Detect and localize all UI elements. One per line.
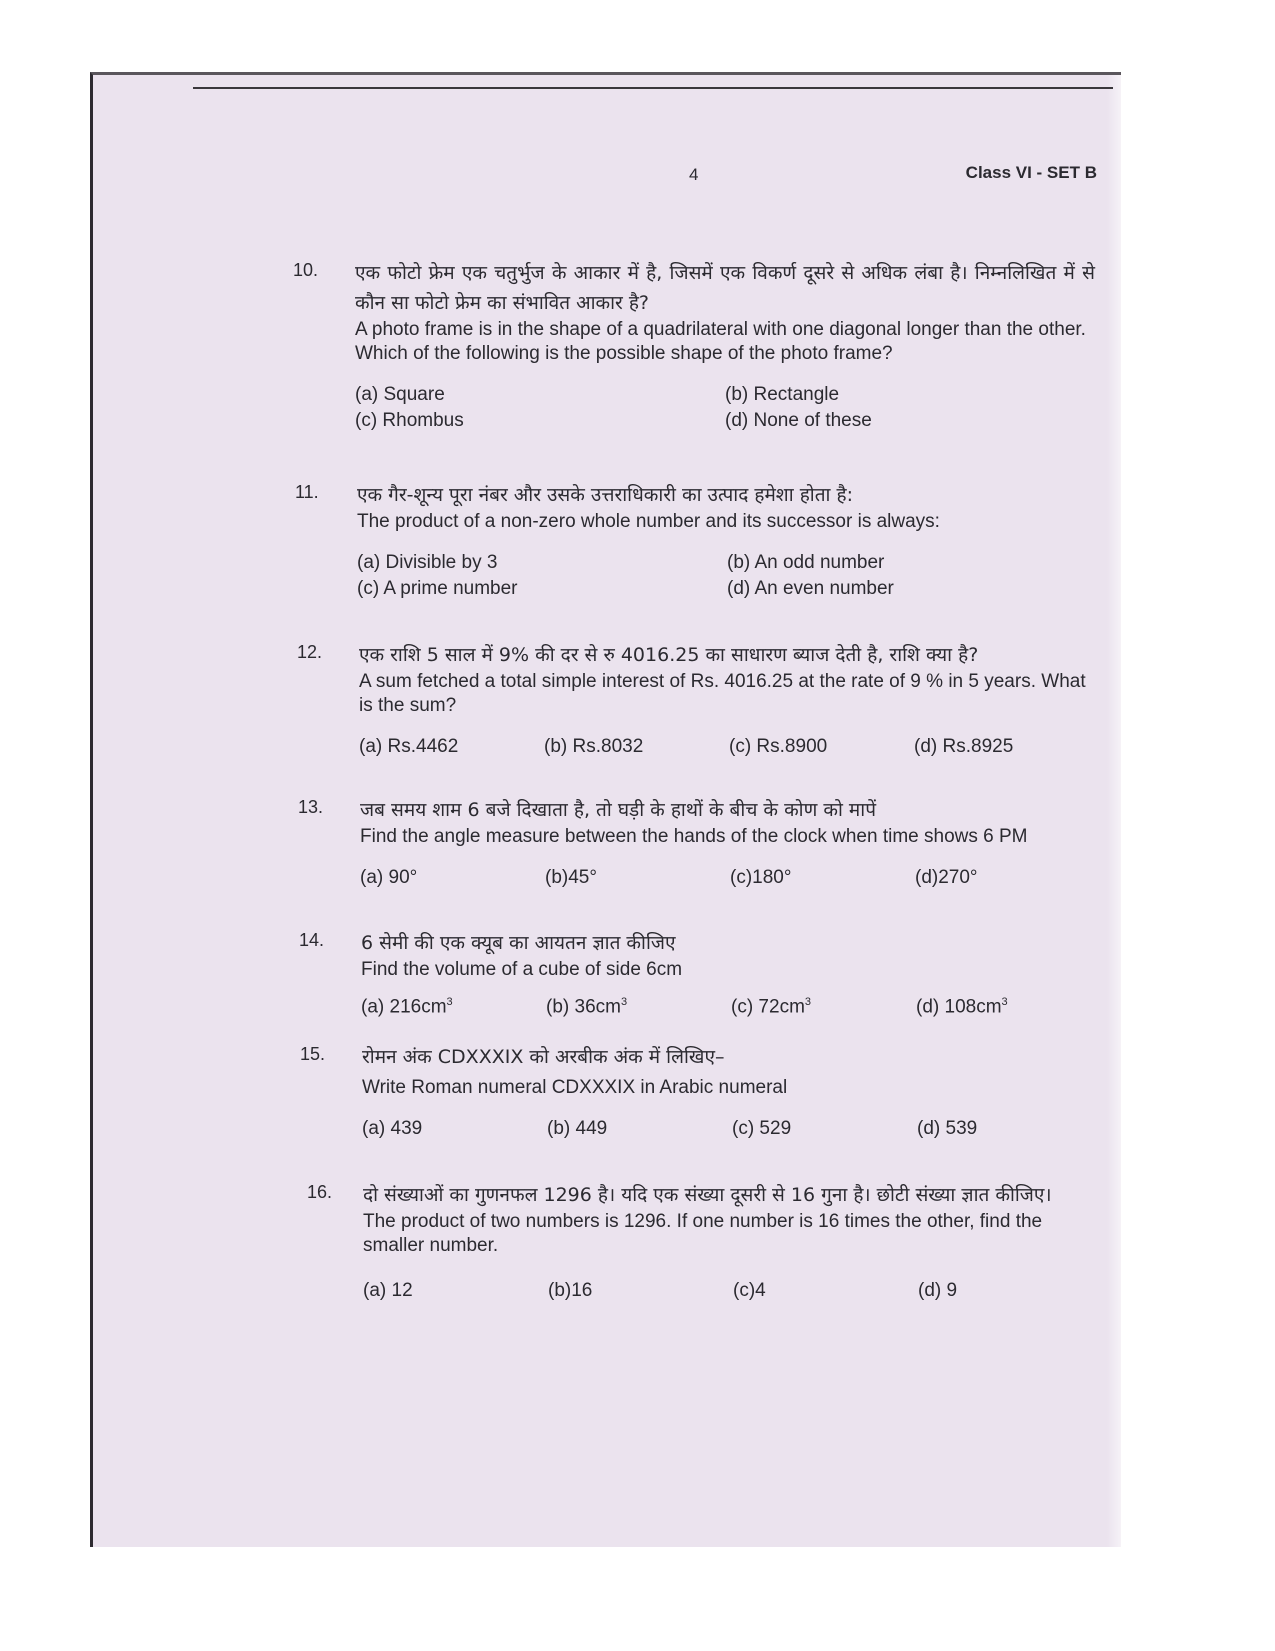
option-a: (a) Rs.4462 [359, 736, 459, 757]
question-16 [307, 1180, 1103, 1302]
option-b: (b) 449 [547, 1118, 608, 1139]
question-15 [300, 1042, 1102, 1140]
option-d: (d) 9 [918, 1280, 958, 1301]
page-edge-shade [1107, 75, 1121, 1547]
superscript-cube: 3 [620, 996, 628, 1008]
option-c: (c) Rs.8900 [729, 736, 828, 757]
question-text-english: Find the volume of a cube of side 6cm [361, 959, 683, 980]
option-a: (a) 90° [360, 867, 418, 888]
question-number: 11. [295, 482, 319, 502]
option-a: (a) $216cm^3$ [361, 996, 453, 1018]
question-text-english: Write Roman numeral CDXXXIX in Arabic numeral [362, 1077, 788, 1098]
options [363, 1280, 1103, 1302]
question-number: 10. [293, 260, 319, 280]
question-text-hindi: एक गैर-शून्य पूरा नंबर और उसके उत्तराधिकारी का उत्पाद हमेशा होता है: [357, 484, 853, 506]
options [362, 1118, 1102, 1140]
question-number: 16. [307, 1182, 333, 1202]
question-number: 13. [298, 797, 324, 817]
options [359, 736, 1099, 758]
option-b: (b) An odd number [727, 552, 885, 573]
option-b: (b) Rectangle [725, 384, 840, 405]
option-a: (a) Divisible by 3 [357, 552, 498, 573]
options [360, 867, 1100, 889]
option-a: (a) 439 [362, 1118, 423, 1139]
question-text-english: The product of a non-zero whole number and its successor is always: [357, 511, 940, 532]
option-b: (b)45° [545, 867, 597, 888]
option-c: (c)4 [733, 1280, 766, 1301]
option-c: (c) $72cm^3$ [731, 996, 812, 1018]
option-c: (c) 529 [732, 1118, 792, 1139]
question-text-hindi: 6 सेमी की एक क्यूब का आयतन ज्ञात कीजिए [361, 932, 676, 954]
question-14 [299, 928, 1101, 1018]
option-c: (c)180° [730, 867, 792, 888]
question-text-english: Find the angle measure between the hands of the clock when time shows 6 PM [360, 826, 1028, 847]
option-b: (b) Rs.8032 [544, 736, 644, 757]
option-b: (b) $36cm^3$ [546, 996, 628, 1018]
option-d: (d)270° [915, 867, 978, 888]
options [361, 996, 1101, 1018]
option-d: (d) 539 [917, 1118, 978, 1139]
option-d: (d) $108cm^3$ [916, 996, 1008, 1018]
option-b: (b)16 [548, 1280, 593, 1301]
question-13 [298, 795, 1100, 889]
question-12 [297, 640, 1099, 758]
question-number: 12. [297, 642, 323, 662]
question-text-hindi: एक फोटो फ्रेम एक चतुर्भुज के आकार में है, जिसमें एक विकर्ण दूसरे से अधिक लंबा है। निम्नलिखित में से कौन सा फोटो फ्रेम का संभावित आकार है? [355, 262, 1095, 314]
question-text-english: A sum fetched a total simple interest of Rs. 4016.25 at the rate of 9 % in 5 years. What is the sum? [359, 671, 1086, 716]
options [355, 384, 1095, 432]
question-number: 15. [300, 1044, 326, 1064]
superscript-cube: 3 [804, 996, 812, 1008]
option-d: (d) Rs.8925 [914, 736, 1014, 757]
question-number: 14. [299, 930, 325, 950]
header-rule [193, 87, 1113, 89]
superscript-cube: 3 [1001, 996, 1008, 1008]
question-11 [295, 480, 1097, 600]
question-text-hindi: दो संख्याओं का गुणनफल 1296 है। यदि एक संख्या दूसरी से 16 गुना है। छोटी संख्या ज्ञात कीजिए। [363, 1184, 1052, 1206]
question-text-english: A photo frame is in the shape of a quadrilateral with one diagonal longer than the other. Which of the following is the possible shape of the photo frame? [355, 319, 1086, 364]
option-c: (c) Rhombus [355, 410, 464, 431]
options [357, 552, 1097, 600]
set-label: Class VI - SET B [965, 163, 1097, 182]
question-text-english: The product of two numbers is 1296. If one number is 16 times the other, find the smaller number. [363, 1211, 1043, 1256]
page-number: 4 [689, 165, 699, 184]
option-d: (d) None of these [725, 410, 872, 431]
question-10 [293, 258, 1095, 432]
question-text-hindi: रोमन अंक CDXXXIX को अरबीक अंक में लिखिए– [362, 1046, 725, 1068]
question-text-hindi: जब समय शाम 6 बजे दिखाता है, तो घड़ी के हाथों के बीच के कोण को मापें [360, 799, 876, 821]
option-d: (d) An even number [727, 578, 894, 599]
superscript-cube: 3 [446, 996, 453, 1008]
option-c: (c) A prime number [357, 578, 518, 599]
option-a: (a) Square [355, 384, 445, 405]
question-text-hindi: एक राशि 5 साल में 9% की दर से रु 4016.25 का साधारण ब्याज देती है, राशि क्या है? [359, 644, 979, 666]
option-a: (a) 12 [363, 1280, 413, 1301]
